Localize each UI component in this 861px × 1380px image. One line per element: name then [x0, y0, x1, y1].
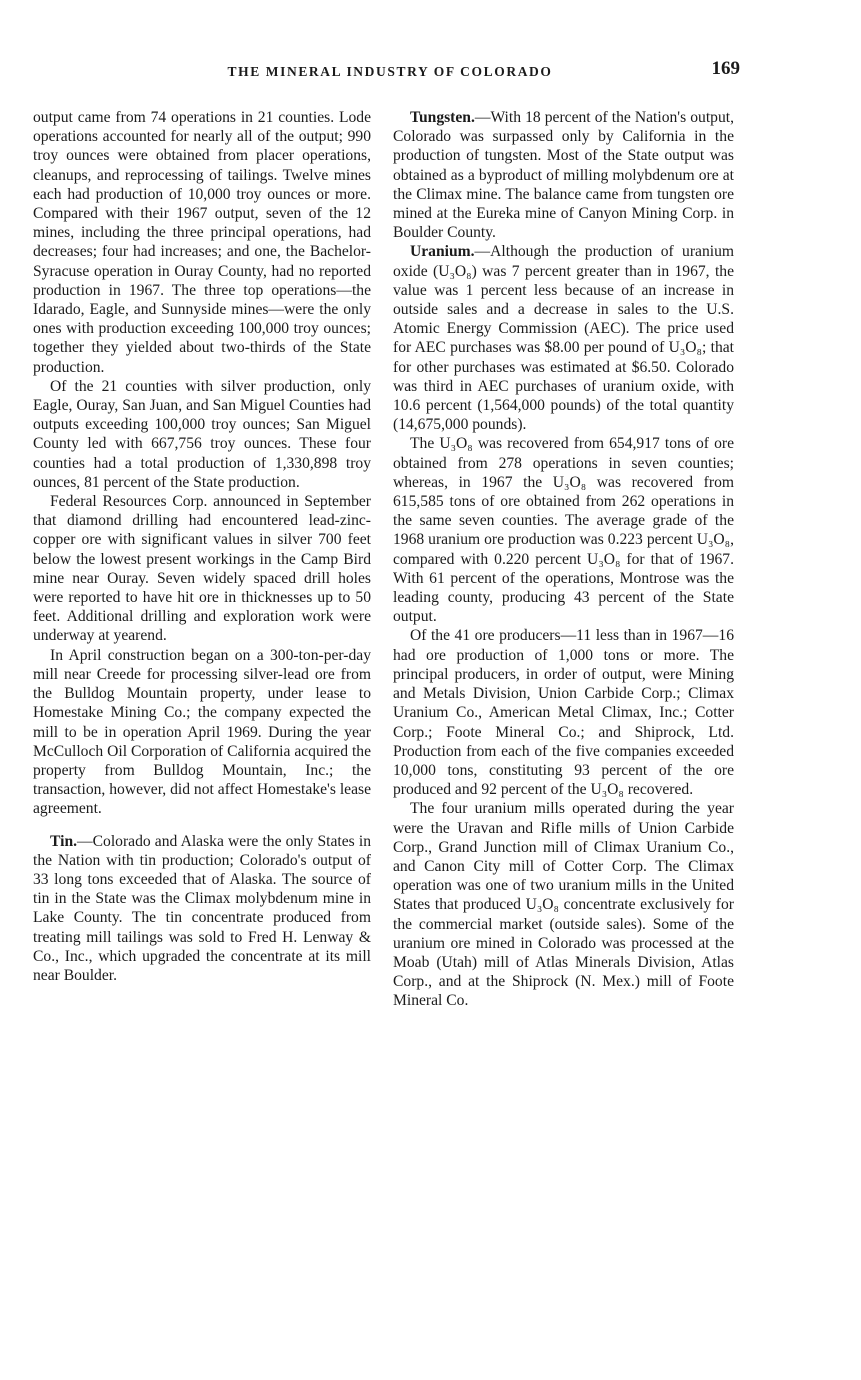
- uranium-recovery-paragraph: The U₃O₈ was recovered from 654,917 tons of ore obtained from 278 operations in seven counties; whereas, in 1967 the U₃O₈ was recovered from 615,585 tons of ore obtained from 262 operations in the same seven counties. The average grade of the 1968 uranium ore production was 0.223 percent U₃O₈, compared with 0.220 percent U₃O₈ for that of 1967. With 61 percent of the operations, Montrose was the leading county, producing 43 percent of the State output.: [393, 435, 734, 626]
- silver-output-paragraph: output came from 74 operations in 21 counties. Lode operations accounted for nearly all of the output; 990 troy ounces were obtained from placer operations, cleanups, and reprocessing of tailings. Twelve mines each had production of 10,000 troy ounces or more. Compared with their 1967 output, seven of the 12 mines, including the three principal operations, had decreases; four had increases; and one, the Bachelor-Syracuse operation in Ouray County, had no reported production in 1967. The three top operations—the Idarado, Eagle, and Sunnyside mines—were the only ones with production exceeding 100,000 troy ounces; together they yielded about two-thirds of the State production.: [33, 109, 371, 376]
- ore-producers-paragraph: Of the 41 ore producers—11 less than in 1967—16 had ore production of 1,000 tons or more. The principal producers, in order of output, were Mining and Metals Division, Union Carbide Corp.; Climax Uranium Co., American Metal Climax, Inc.; Cotter Corp.; Foote Mineral Co.; and Shiprock, Ltd. Production from each of the five companies exceeded 10,000 tons, constituting 93 percent of the ore produced and 92 percent of the U₃O₈ recovered.: [393, 627, 734, 799]
- running-title: THE MINERAL INDUSTRY OF COLORADO: [227, 64, 553, 79]
- right-column: [393, 108, 734, 1011]
- running-header: [0, 58, 861, 86]
- tungsten-body: —With 18 percent of the Nation's output, Colorado was surpassed only by California in the production of tungsten. Most of the State output was obtained as a byproduct of milling molybdenum ore at the Climax mine. The balance came from tungsten ore mined at the Eureka mine of Canyon Mining Corp. in Boulder County.: [393, 109, 734, 242]
- federal-resources-paragraph: Federal Resources Corp. announced in September that diamond drilling had encountered lead-zinc-copper ore with significant values in silver 700 feet below the lowest present workings in the Camp Bird mine near Ouray. Seven widely spaced drill holes were reported to have hit ore in thicknesses up to 50 feet. Additional drilling and exploration work were underway at yearend.: [33, 493, 371, 645]
- uranium-heading: Uranium.: [410, 243, 475, 261]
- left-column: [33, 108, 371, 985]
- creede-mill-paragraph: In April construction began on a 300-ton-per-day mill near Creede for processing silver-lead ore from the Bulldog Mountain property, under lease to Homestake Mining Co.; the company expected the mill to be in operation April 1969. During the year McCulloch Oil Corporation of California acquired the property from Bulldog Mountain, Inc.; the transaction, however, did not affect Homestake's lease agreement.: [33, 646, 371, 818]
- uranium-paragraph: [393, 242, 734, 434]
- tin-body: —Colorado and Alaska were the only States in the Nation with tin production; Colorado's output of 33 long tons exceeded that of Alaska. The source of tin in the State was the Climax molybdenum mine in Lake County. The tin concentrate produced from treating mill tailings was sold to Fred H. Lenway & Co., Inc., which upgraded the concentrate at its mill near Boulder.: [33, 832, 371, 984]
- silver-counties-paragraph: Of the 21 counties with silver production, only Eagle, Ouray, San Juan, and San Miguel Counties had outputs exceeding 100,000 troy ounces; San Miguel County led with 667,756 troy ounces. These four counties had a total production of 1,330,898 troy ounces, 81 percent of the State production.: [33, 377, 371, 491]
- uranium-mills-paragraph: The four uranium mills operated during the year were the Uravan and Rifle mills of Union Carbide Corp., Grand Junction mill of Climax Uranium Co., and Canon City mill of Cotter Corp. The Climax operation was one of two uranium mills in the United States that produced U₃O₈ concentrate exclusively for the commercial market (outside sales). Some of the uranium ore mined in Colorado was processed at the Moab (Utah) mill of Atlas Minerals Division, Atlas Corp., and at the Shiprock (N. Mex.) mill of Foote Mineral Co.: [393, 800, 734, 1010]
- uranium-body: —Although the production of uranium oxide (U₃O₈) was 7 percent greater than in 1967, the value was 1 percent less because of an increase in outside sales and a decrease in sales to the U.S. Atomic Energy Commission (AEC). The price used for AEC purchases was $8.00 per pound of U₃O₈; that for other purchases was estimated at $6.50. Colorado was third in AEC purchases of uranium oxide, with 10.6 percent (1,564,000 pounds) of the total quantity (14,675,000 pounds).: [393, 243, 734, 434]
- tin-heading: Tin.: [50, 832, 78, 850]
- page-number: 169: [711, 58, 740, 79]
- tin-paragraph: [33, 832, 371, 986]
- tungsten-paragraph: [393, 108, 734, 242]
- tungsten-heading: Tungsten.: [410, 109, 475, 126]
